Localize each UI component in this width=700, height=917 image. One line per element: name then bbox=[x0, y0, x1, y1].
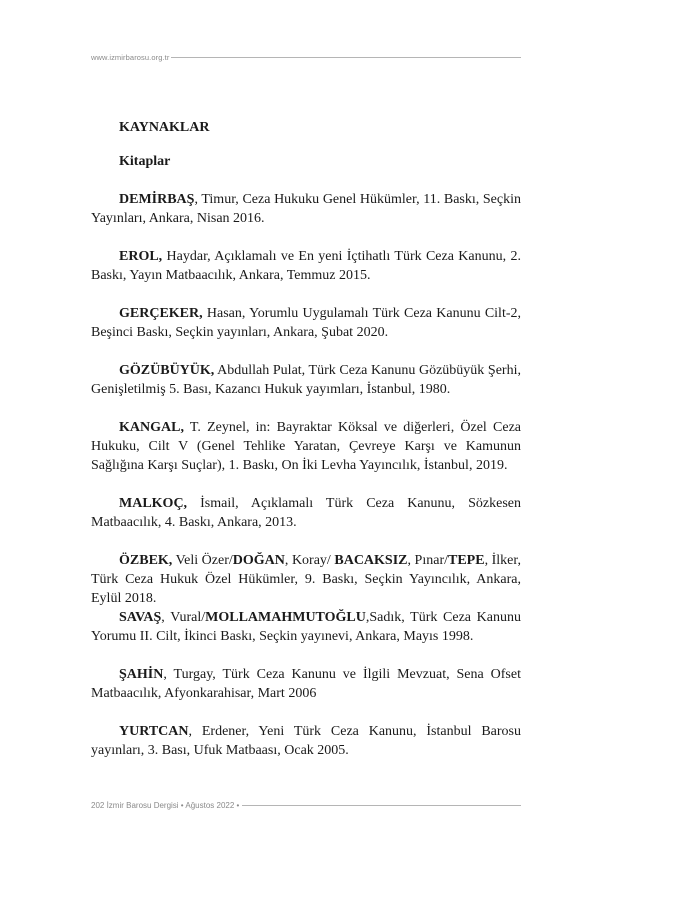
bib-entry: GERÇEKER, Hasan, Yorumlu Uygulamalı Türk Ceza Kanunu Cilt-2, Beşinci Baskı, Seçkin yayınları, Ankara, Şubat 2020. bbox=[91, 306, 521, 340]
header-url: www.izmirbarosu.org.tr bbox=[91, 53, 170, 62]
footer-rule bbox=[242, 805, 521, 806]
page-footer bbox=[91, 801, 521, 810]
bib-entry: GÖZÜBÜYÜK, Abdullah Pulat, Türk Ceza Kanunu Gözübüyük Şerhi, Genişletilmiş 5. Bası, Kazancı Hukuk yayımları, İstanbul, 1980. bbox=[91, 363, 521, 397]
footer-label: 202 İzmir Barosu Dergisi • Ağustos 2022 • bbox=[91, 801, 240, 810]
bib-entry: DEMİRBAŞ, Timur, Ceza Hukuku Genel Hükümler, 11. Baskı, Seçkin Yayınları, Ankara, Nisan 2016. bbox=[91, 192, 521, 226]
bib-entry: ŞAHİN, Turgay, Türk Ceza Kanunu ve İlgili Mevzuat, Sena Ofset Matbaacılık, Afyonkarahisar, Mart 2006 bbox=[91, 667, 521, 701]
bib-entry: EROL, Haydar, Açıklamalı ve En yeni İçtihatlı Türk Ceza Kanunu, 2. Baskı, Yayın Matbaacılık, Ankara, Temmuz 2015. bbox=[91, 249, 521, 283]
header-rule bbox=[171, 57, 521, 58]
page-title: KAYNAKLAR bbox=[119, 120, 210, 135]
bib-entry: MALKOÇ, İsmail, Açıklamalı Türk Ceza Kanunu, Sözkesen Matbaacılık, 4. Baskı, Ankara, 2013. bbox=[91, 496, 521, 530]
bib-entry: ÖZBEK, Veli Özer/DOĞAN, Koray/ BACAKSIZ, Pınar/TEPE, İlker, Türk Ceza Hukuk Özel Hükümler, 9. Baskı, Seçkin Yayıncılık, Ankara, Eylül 2018. bbox=[91, 553, 521, 606]
page-header bbox=[91, 53, 521, 62]
bibliography bbox=[91, 118, 521, 760]
bib-entry: SAVAŞ, Vural/MOLLAMAHMUTOĞLU,Sadık, Türk Ceza Kanunu Yorumu II. Cilt, İkinci Baskı, Seçkin yayınevi, Ankara, Mayıs 1998. bbox=[91, 610, 521, 644]
section-heading: Kitaplar bbox=[119, 154, 171, 169]
bib-entry: YURTCAN, Erdener, Yeni Türk Ceza Kanunu, İstanbul Barosu yayınları, 3. Bası, Ufuk Matbaası, Ocak 2005. bbox=[91, 724, 521, 758]
bib-entry: KANGAL, T. Zeynel, in: Bayraktar Köksal ve diğerleri, Özel Ceza Hukuku, Cilt V (Genel Tehlike Yaratan, Çevreye Karşı ve Kamunun Sağlığına Karşı Suçlar), 1. Baskı, On İki Levha Yayıncılık, İstanbul, 2019. bbox=[91, 420, 521, 473]
